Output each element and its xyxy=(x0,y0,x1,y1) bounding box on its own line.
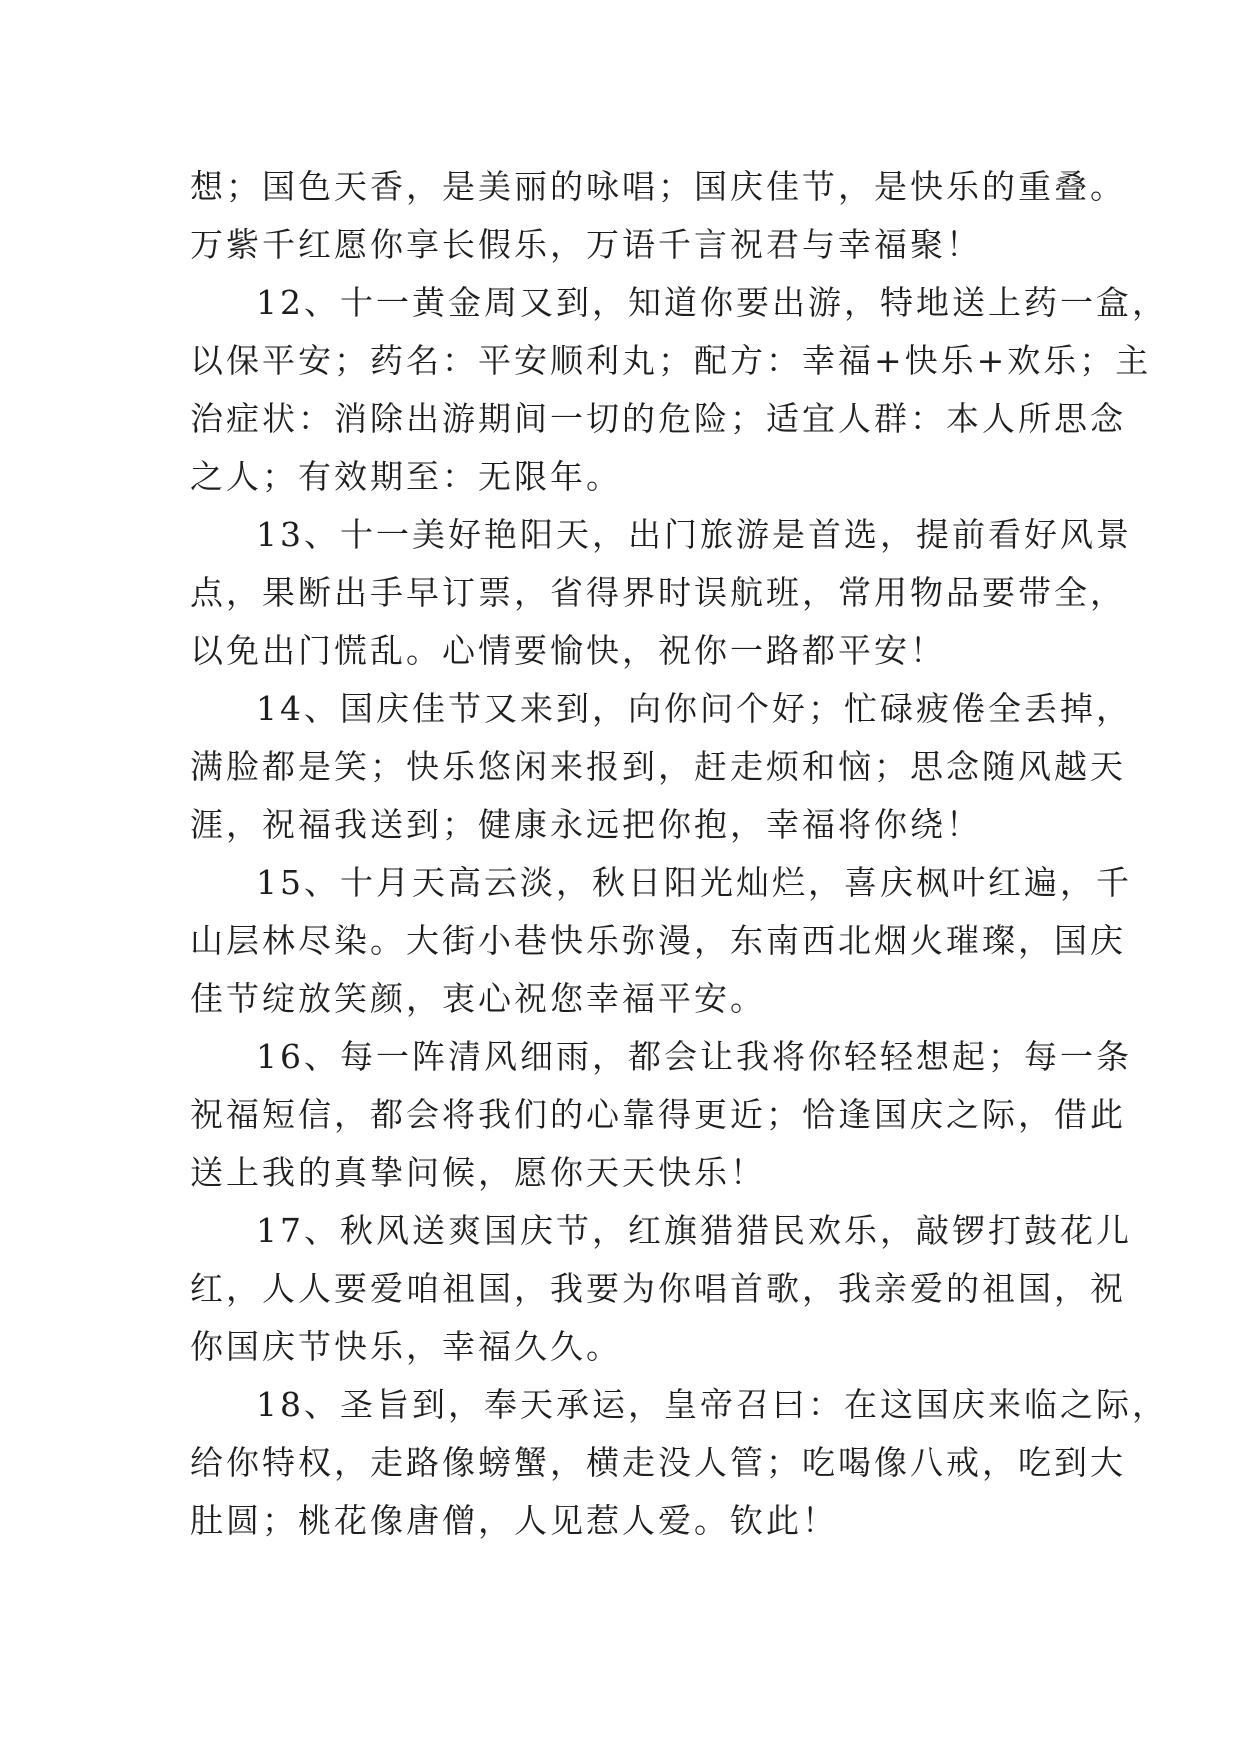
text-line: 18、圣旨到，奉天承运，皇帝召曰：在这国庆来临之际， xyxy=(256,1385,1168,1424)
paragraph xyxy=(190,680,1132,854)
text-line: 12、十一黄金周又到，知道你要出游，特地送上药一盒， xyxy=(256,283,1168,322)
text-line: 祝福短信，都会将我们的心靠得更近；恰逢国庆之际，借此 xyxy=(190,1095,1126,1134)
paragraph xyxy=(190,274,1168,506)
text-line: 想；国色天香，是美丽的咏唱；国庆佳节，是快乐的重叠。 xyxy=(190,167,1126,206)
text-line: 之人；有效期至：无限年。 xyxy=(190,457,622,496)
paragraph xyxy=(190,1202,1132,1376)
text-line: 16、每一阵清风细雨，都会让我将你轻轻想起；每一条 xyxy=(256,1037,1132,1076)
text-line: 山层林尽染。大街小巷快乐弥漫，东南西北烟火璀璨，国庆 xyxy=(190,921,1126,960)
text-line: 17、秋风送爽国庆节，红旗猎猎民欢乐，敲锣打鼓花儿 xyxy=(256,1211,1132,1250)
text-line: 13、十一美好艳阳天，出门旅游是首选，提前看好风景 xyxy=(256,515,1132,554)
paragraph xyxy=(190,158,1126,274)
text-line: 涯，祝福我送到；健康永远把你抱，幸福将你绕！ xyxy=(190,805,982,844)
text-line: 15、十月天高云淡，秋日阳光灿烂，喜庆枫叶红遍，千 xyxy=(256,863,1132,902)
document-body xyxy=(190,158,1168,1550)
text-line: 满脸都是笑；快乐悠闲来报到，赶走烦和恼；思念随风越天 xyxy=(190,747,1126,786)
text-line: 红，人人要爱咱祖国，我要为你唱首歌，我亲爱的祖国，祝 xyxy=(190,1269,1126,1308)
text-line: 你国庆节快乐，幸福久久。 xyxy=(190,1327,622,1366)
paragraph xyxy=(190,854,1132,1028)
text-line: 14、国庆佳节又来到，向你问个好；忙碌疲倦全丢掉， xyxy=(256,689,1132,728)
text-line: 以保平安；药名：平安顺利丸；配方：幸福+快乐+欢乐；主 xyxy=(190,341,1152,380)
text-line: 点，果断出手早订票，省得界时误航班，常用物品要带全， xyxy=(190,573,1126,612)
paragraph xyxy=(190,1028,1132,1202)
text-line: 以免出门慌乱。心情要愉快，祝你一路都平安！ xyxy=(190,631,946,670)
text-line: 佳节绽放笑颜，衷心祝您幸福平安。 xyxy=(190,979,766,1018)
paragraph xyxy=(190,1376,1168,1550)
text-line: 万紫千红愿你享长假乐，万语千言祝君与幸福聚！ xyxy=(190,225,982,264)
paragraph xyxy=(190,506,1132,680)
text-line: 治症状：消除出游期间一切的危险；适宜人群：本人所思念 xyxy=(190,399,1126,438)
text-line: 送上我的真挚问候，愿你天天快乐！ xyxy=(190,1153,766,1192)
text-line: 肚圆；桃花像唐僧，人见惹人爱。钦此！ xyxy=(190,1501,838,1540)
text-line: 给你特权，走路像螃蟹，横走没人管；吃喝像八戒，吃到大 xyxy=(190,1443,1126,1482)
